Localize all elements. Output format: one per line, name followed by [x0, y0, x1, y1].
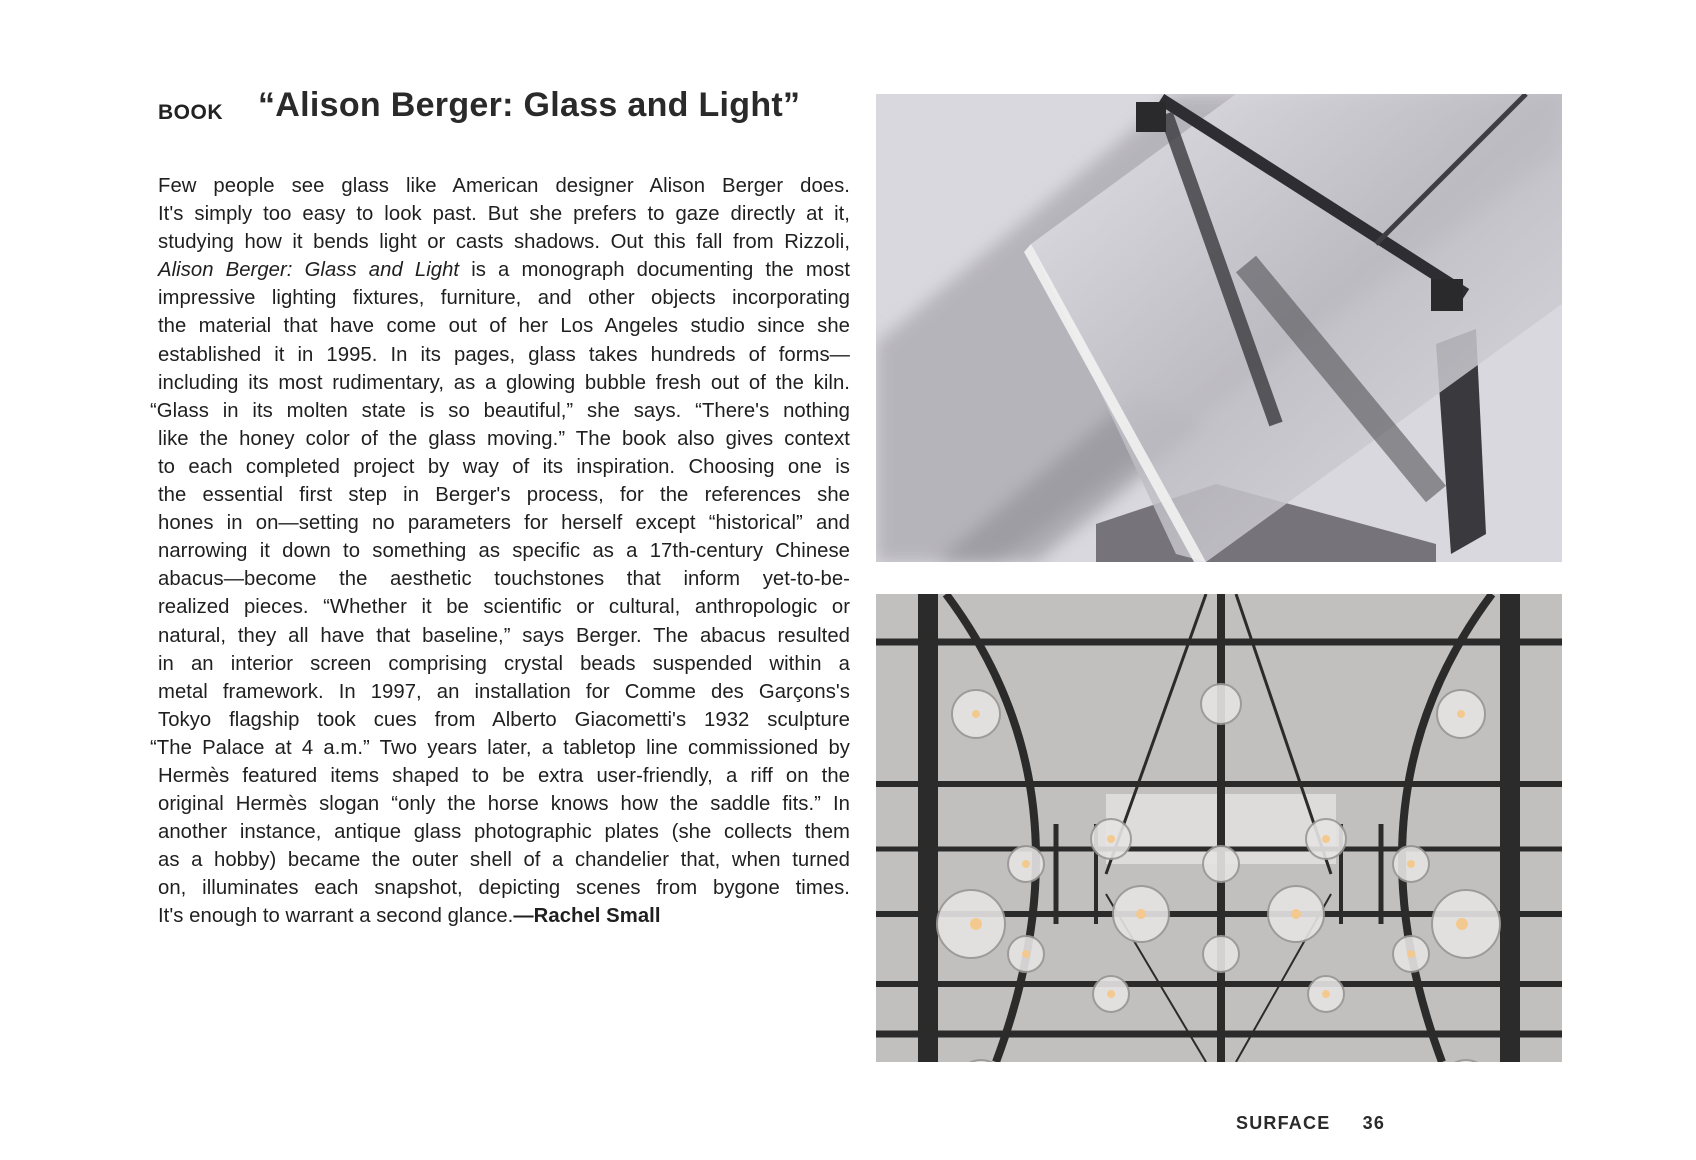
line-text: It's enough to warrant a second glance. [158, 905, 514, 928]
line-text: It's simply too easy to look past. But she prefers to gaze directly at it, [158, 203, 850, 226]
article-title: “Alison Berger: Glass and Light” [258, 86, 801, 124]
article-line [158, 284, 850, 312]
line-text: on, illuminates each snapshot, depicting scenes from bygone times. [158, 877, 850, 900]
photo-chandelier [876, 594, 1562, 1062]
line-text: “Glass in its molten state is so beautiful,” she says. “There's nothing [150, 399, 850, 422]
line-text: like the honey color of the glass moving.” The book also gives context [158, 427, 850, 450]
article-line [158, 790, 850, 818]
line-text: the essential first step in Berger's process, for the references she [158, 484, 850, 507]
author-byline: —Rachel Small [513, 905, 661, 928]
article-line [158, 650, 850, 678]
article-line [158, 622, 850, 650]
article-line [158, 846, 850, 874]
article-line [150, 397, 850, 425]
article-line [158, 172, 850, 200]
article-line [158, 256, 850, 284]
glass-panel-image [876, 94, 1562, 562]
article-line [158, 369, 850, 397]
article-line [158, 341, 850, 369]
article-line [158, 425, 850, 453]
article-line [158, 902, 850, 930]
page-footer [1236, 1113, 1385, 1134]
line-text: realized pieces. “Whether it be scientific or cultural, anthropologic or [158, 596, 850, 619]
article-line [158, 312, 850, 340]
article-line [150, 734, 850, 762]
line-text: Tokyo flagship took cues from Alberto Giacometti's 1932 sculpture [158, 708, 850, 731]
line-text: in an interior screen comprising crystal beads suspended within a [158, 652, 850, 675]
line-text: impressive lighting fixtures, furniture, and other objects incorporating [158, 287, 850, 310]
article-line [158, 565, 850, 593]
line-text: Hermès featured items shaped to be extra user-friendly, a riff on the [158, 764, 850, 787]
line-text: hones in on—setting no parameters for herself except “historical” and [158, 512, 850, 535]
line-text: established it in 1995. In its pages, glass takes hundreds of forms— [158, 343, 850, 366]
article-line [158, 453, 850, 481]
book-title-italic: Alison Berger: Glass and Light [158, 259, 460, 282]
line-text: abacus—become the aesthetic touchstones that inform yet-to-be- [158, 568, 850, 591]
chandelier-image [876, 594, 1562, 1062]
line-text: including its most rudimentary, as a glowing bubble fresh out of the kiln. [158, 371, 850, 394]
article-line [158, 874, 850, 902]
article-line [158, 509, 850, 537]
article-line [158, 678, 850, 706]
line-text: another instance, antique glass photographic plates (she collects them [158, 821, 850, 844]
line-text: narrowing it down to something as specific as a 17th-century Chinese [158, 540, 850, 563]
line-text: to each completed project by way of its inspiration. Choosing one is [158, 455, 850, 478]
article-line [158, 762, 850, 790]
line-text: the material that have come out of her Los Angeles studio since she [158, 315, 850, 338]
line-text: studying how it bends light or casts shadows. Out this fall from Rizzoli, [158, 231, 850, 254]
publication-name: SURFACE [1236, 1113, 1331, 1133]
line-text: “The Palace at 4 a.m.” Two years later, a tabletop line commissioned by [150, 736, 850, 759]
photo-glass-panel [876, 94, 1562, 562]
article-line [158, 537, 850, 565]
line-text: metal framework. In 1997, an installation for Comme des Garçons's [158, 680, 850, 703]
line-text: is a monograph documenting the most [459, 259, 850, 282]
section-label: BOOK [158, 101, 223, 124]
page-number: 36 [1362, 1113, 1386, 1133]
line-text: Few people see glass like American designer Alison Berger does. [158, 175, 850, 197]
line-text: as a hobby) became the outer shell of a chandelier that, when turned [158, 849, 850, 872]
article-line [158, 593, 850, 621]
article-line [158, 706, 850, 734]
article-line [158, 228, 850, 256]
line-text: natural, they all have that baseline,” says Berger. The abacus resulted [158, 624, 850, 647]
line-text: original Hermès slogan “only the horse knows how the saddle fits.” In [158, 793, 850, 816]
article-line [158, 481, 850, 509]
article-line [158, 200, 850, 228]
article-body [150, 172, 850, 931]
article-line [158, 818, 850, 846]
